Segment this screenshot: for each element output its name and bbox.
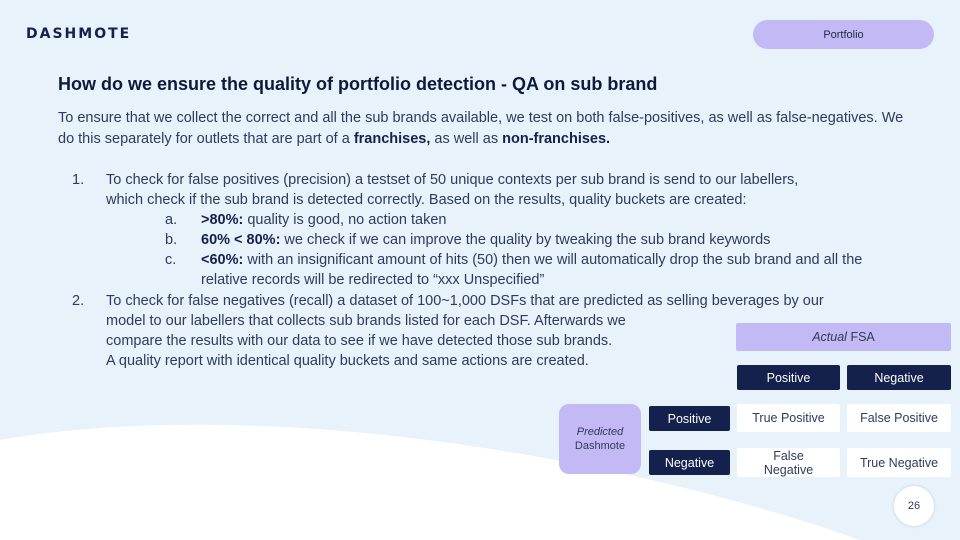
section-pill-label: Portfolio <box>823 28 864 41</box>
section-pill <box>753 20 934 49</box>
sub-item-b-bold: 60% < 80%: <box>201 232 281 248</box>
cell-true-negative: True Negative <box>847 448 951 477</box>
list-item-2-line-3: compare the results with our data to see if we have detected those sub brands. <box>106 333 613 349</box>
intro-paragraph <box>58 108 918 150</box>
sub-item-b-text: we check if we can improve the quality by tweaking the sub brand keywords <box>280 232 771 248</box>
page-number <box>894 486 934 526</box>
sub-item-a-bold: >80%: <box>201 212 244 228</box>
sub-item-c-bold: <60%: <box>201 252 244 268</box>
sub-item-b-letter: b. <box>165 232 178 248</box>
list-item-1-number: 1. <box>72 172 85 188</box>
actual-fsa-header <box>736 323 951 351</box>
intro-text-1: To ensure that we collect the correct and all the sub brands available, we test on both false-positives, as well as false-negatives. We do this separately for outlets that are part of a <box>58 110 904 147</box>
list-item-2-number: 2. <box>72 293 85 309</box>
actual-fsa-italic: Actual <box>812 330 847 344</box>
row-header-positive: Positive <box>649 406 730 431</box>
cell-true-positive: True Positive <box>737 404 840 432</box>
list-item-1-line-1: To check for false positives (precision) a testset of 50 unique contexts per sub brand is send to our labellers, <box>106 172 799 188</box>
sub-item-c-letter: c. <box>165 252 177 268</box>
list-item-2-line-1: To check for false negatives (recall) a dataset of 100~1,000 DSFs that are predicted as selling beverages by our <box>106 293 824 309</box>
list-item-1 <box>72 170 902 210</box>
slide-title: How do we ensure the quality of portfolio detection - QA on sub brand <box>58 74 658 94</box>
list-item-2-line-4: A quality report with identical quality buckets and same actions are created. <box>106 353 589 369</box>
list-item-1-line-2: which check if the sub brand is detected correctly. Based on the results, quality buckets are created: <box>106 192 747 208</box>
intro-bold-non-franchises: non-franchises. <box>502 131 611 147</box>
cell-false-positive: False Positive <box>847 404 951 432</box>
actual-fsa-rest: FSA <box>846 330 875 344</box>
col-header-negative: Negative <box>847 365 951 390</box>
intro-bold-franchises: franchises, <box>353 131 431 147</box>
intro-text-2: as well as <box>430 131 503 147</box>
dashmote-logo: DASHMOTE <box>26 26 132 42</box>
row-header-negative: Negative <box>649 450 730 475</box>
list-item-2-line-2: model to our labellers that collects sub brands listed for each DSF. Afterwards we <box>106 313 626 329</box>
sub-item-a-letter: a. <box>165 212 178 228</box>
col-header-positive: Positive <box>737 365 840 390</box>
predicted-italic: Predicted <box>576 426 624 438</box>
sub-item-c-text: with an insignificant amount of hits (50) then we will automatically drop the sub brand and all the relative records will be redirected to “xxx Unspecified” <box>201 252 863 288</box>
page-number-label: 26 <box>907 500 921 512</box>
sub-item-a-text: quality is good, no action taken <box>243 212 447 228</box>
predicted-rest: Dashmote <box>574 440 626 452</box>
predicted-dashmote-label <box>559 404 641 474</box>
cell-false-negative: False Negative <box>737 448 840 477</box>
